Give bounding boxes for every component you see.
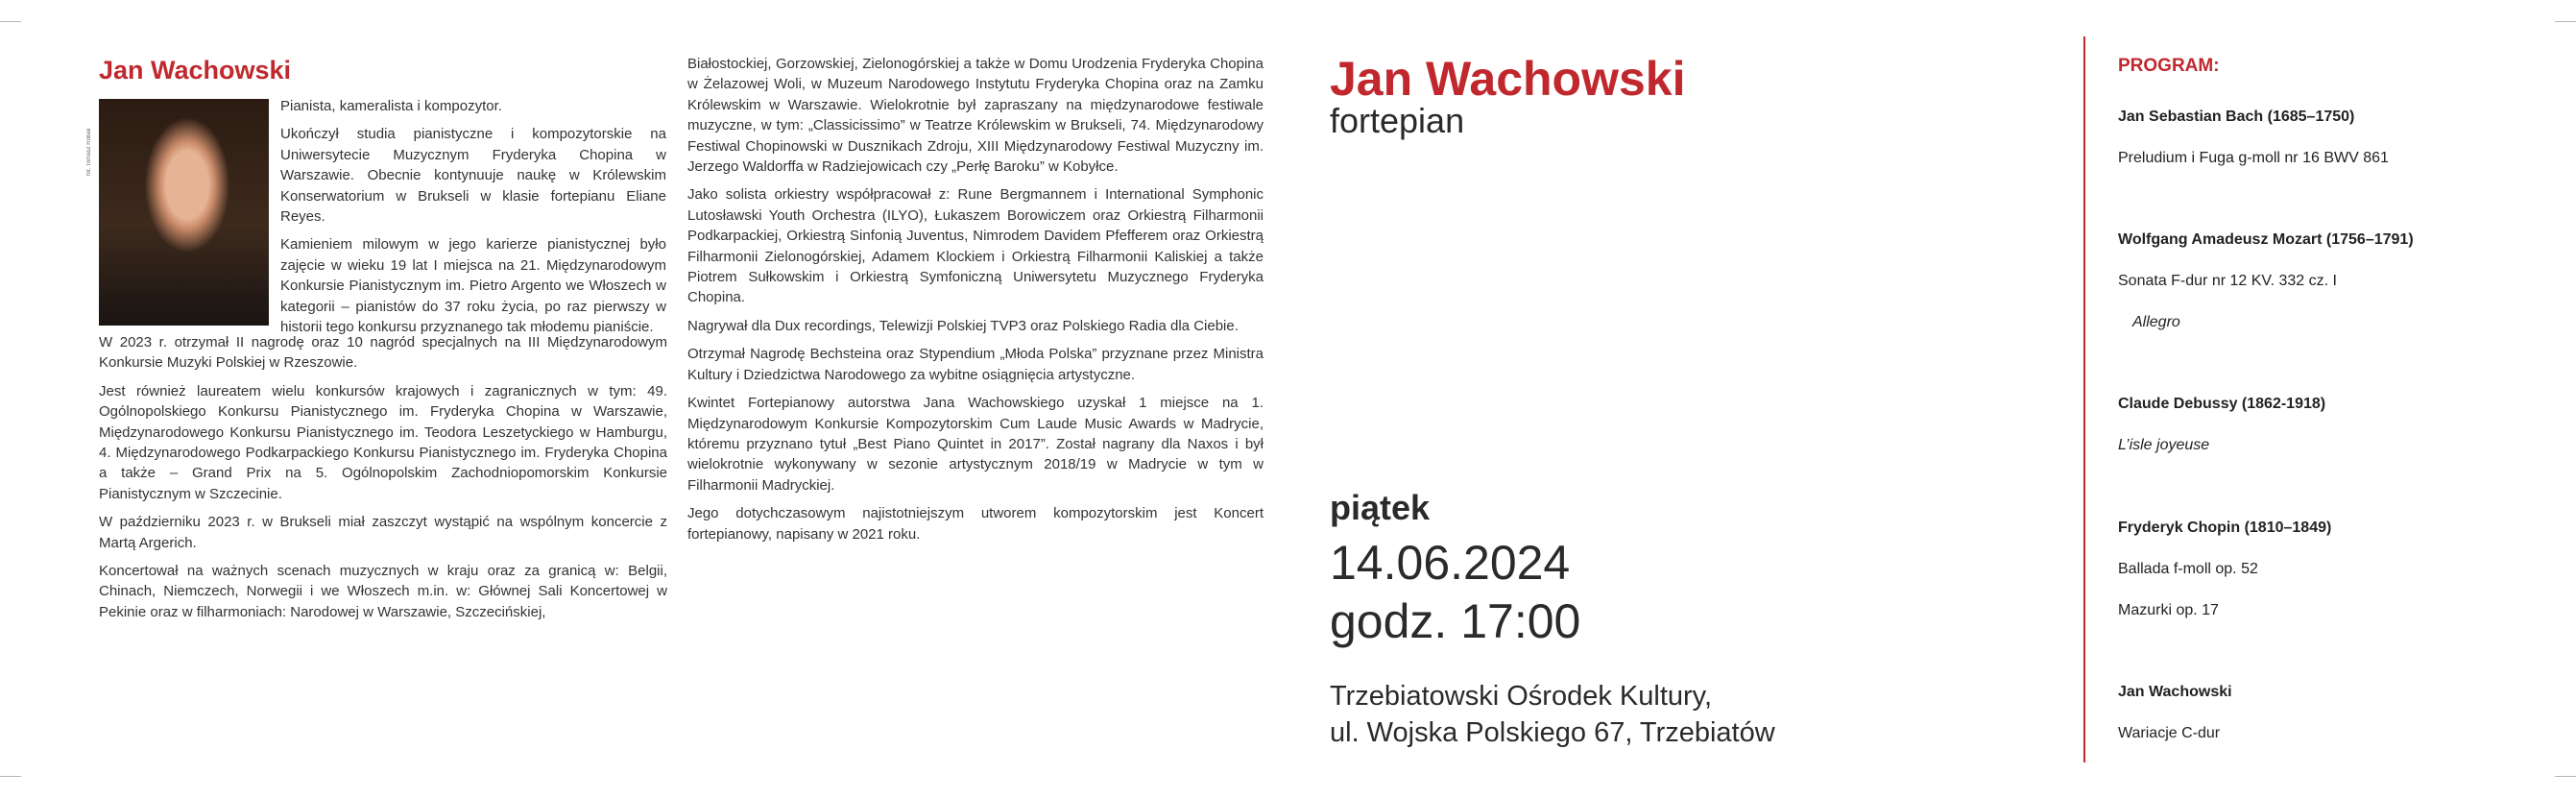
bio-paragraph: Pianista, kameralista i kompozytor. <box>280 98 502 114</box>
concert-venue <box>1330 678 1775 751</box>
bio-paragraph: Nagrywał dla Dux recordings, Telewizji Polskiej TVP3 oraz Polskiego Radia dla Ciebie. <box>687 317 1239 334</box>
artist-photo <box>99 99 269 326</box>
program-tempo: Allegro <box>2132 314 2180 330</box>
crop-mark <box>0 21 21 22</box>
bio-paragraph: Kamieniem milowym w jego karierze pianistycznej było zajęcie w wieku 19 lat I miejsca na 21. Międzynarodowym Konkursie Pianistycznym im. Pietro Argento we Włoszech w kategorii – pianistów do 37 roku życia, po raz pierwszy w historii tego konkursu przyznanego tak młodemu pianiście. <box>280 236 666 336</box>
venue-line: ul. Wojska Polskiego 67, Trzebiatów <box>1330 717 1775 748</box>
program-work: L’isle joyeuse <box>2118 437 2210 453</box>
concert-date: 14.06.2024 <box>1330 536 1571 590</box>
crop-mark <box>0 776 21 777</box>
bio-title: Jan Wachowski <box>99 56 292 85</box>
venue-line: Trzebiatowski Ośrodek Kultury, <box>1330 681 1713 712</box>
program-divider <box>2083 36 2085 762</box>
program-composer: Fryderyk Chopin (1810–1849) <box>2118 520 2332 536</box>
concert-day: piątek <box>1330 488 1431 527</box>
concert-time: godz. 17:00 <box>1330 594 1581 648</box>
crop-mark <box>2555 21 2576 22</box>
bio-column-1-bottom <box>99 332 667 630</box>
program-title: PROGRAM: <box>2118 56 2220 76</box>
concert-instrument: fortepian <box>1330 101 1465 140</box>
photo-credit: fot. Tomasz Robak <box>86 128 92 176</box>
bio-paragraph: Jego dotychczasowym najistotniejszym utworem kompozytorskim jest Koncert fortepianowy, napisany w 2021 roku. <box>687 505 1264 543</box>
bio-column-1-top <box>280 96 666 345</box>
bio-paragraph: Jest również laureatem wielu konkursów krajowych i zagranicznych w tym: 49. Ogólnopolskiego Konkursu Pianistycznego im. Fryderyka Chopina w Warszawie, Międzynarodowego Konkursu Pianistycznego im. Teodora Leszetyckiego w Hamburgu, 4. Międzynarodowego Podkarpackiego Konkursu Pianistycznego im. Fryderyka Chopina a także – Grand Prix na 5. Ogólnopolskim Zachodniopomorskim Konkursie Pianistycznym w Szczecinie. <box>99 382 667 502</box>
bio-column-2 <box>687 54 1264 552</box>
program-work: Ballada f-moll op. 52 <box>2118 561 2258 577</box>
bio-paragraph: Ukończył studia pianistyczne i kompozytorskie na Uniwersytecie Muzycznym Fryderyka Chopina w Warszawie. Obecnie kontynuuje naukę w Królewskim Konserwatorium w Brukseli w klasie fortepianu Eliane Reyes. <box>280 126 666 226</box>
program-composer: Claude Debussy (1862-1918) <box>2118 396 2326 412</box>
program-composer: Jan Wachowski <box>2118 684 2232 700</box>
concert-artist-name: Jan Wachowski <box>1330 52 1686 106</box>
bio-paragraph: Koncertował na ważnych scenach muzycznych w kraju oraz za granicą w: Belgii, Chinach, Niemczech, Norwegii i we Włoszech m.in. w: Głównej Sali Koncertowej w Pekinie oraz w filharmoniach: Narodowej w Warszawie, Szczecińskiej, <box>99 563 667 620</box>
crop-mark <box>2555 776 2576 777</box>
bio-paragraph: Kwintet Fortepianowy autorstwa Jana Wachowskiego uzyskał 1 miejsce na 1. Międzynarodowym Konkursie Kompozytorskim Cum Laude Music Awards w Madrycie, któremu przyznano tytuł „Best Piano Quintet in 2017”. Został nagrany dla Naxos i był wielokrotnie wykonywany w sezonie artystycznym 2018/19 w Madrycie w tym w Filharmonii Madryckiej. <box>687 395 1264 494</box>
program-work: Mazurki op. 17 <box>2118 602 2219 618</box>
program-work: Sonata F-dur nr 12 KV. 332 cz. I <box>2118 273 2337 289</box>
program-work: Preludium i Fuga g-moll nr 16 BWV 861 <box>2118 150 2389 166</box>
program-composer: Wolfgang Amadeusz Mozart (1756–1791) <box>2118 231 2414 248</box>
bio-paragraph: W 2023 r. otrzymał II nagrodę oraz 10 nagród specjalnych na III Międzynarodowym Konkursie Muzyki Polskiej w Rzeszowie. <box>99 334 667 372</box>
bio-paragraph: W październiku 2023 r. w Brukseli miał zaszczyt wystąpić na wspólnym koncercie z Martą Argerich. <box>99 514 667 551</box>
program-work: Wariacje C-dur <box>2118 725 2221 741</box>
bio-paragraph: Jako solista orkiestry współpracował z: Rune Bergmannem i International Symphonic Lutosławski Youth Orchestra (ILYO), Łukaszem Borowiczem oraz Orkiestrą Filharmonii Podkarpackiej, Orkiestrą Sinfonią Juventus, Nimrodem Davidem Pfefferem oraz Orkiestrą Filharmonii Zielonogórskiej, Adamem Klockiem i Orkiestrą Filharmonii Kaliskiej a także Piotrem Sułkowskim i Orkiestrą Symfoniczną Uniwersytetu Muzycznego Fryderyka Chopina. <box>687 186 1264 306</box>
program-composer: Jan Sebastian Bach (1685–1750) <box>2118 109 2355 125</box>
bio-paragraph: Otrzymał Nagrodę Bechsteina oraz Stypendium „Młoda Polska” przyznane przez Ministra Kultury i Dziedzictwa Narodowego za wybitne osiągnięcia artystyczne. <box>687 346 1264 383</box>
bio-paragraph: Białostockiej, Gorzowskiej, Zielonogórskiej a także w Domu Urodzenia Fryderyka Chopina w Żelazowej Woli, w Muzeum Narodowego Instytutu Fryderyka Chopina oraz na Zamku Królewskim w Warszawie. Wielokrotnie był zapraszany na międzynarodowe festiwale muzyczne, w tym: „Classicissimo” w Teatrze Królewskim w Brukseli, 74. Międzynarodowy Festiwal Chopinowski w Dusznikach Zdroju, XIII Międzynarodowy Festiwal Muzyczny im. Jerzego Waldorffa w Radziejowicach czy „Perłę Baroku” w Kobyłce. <box>687 56 1264 176</box>
